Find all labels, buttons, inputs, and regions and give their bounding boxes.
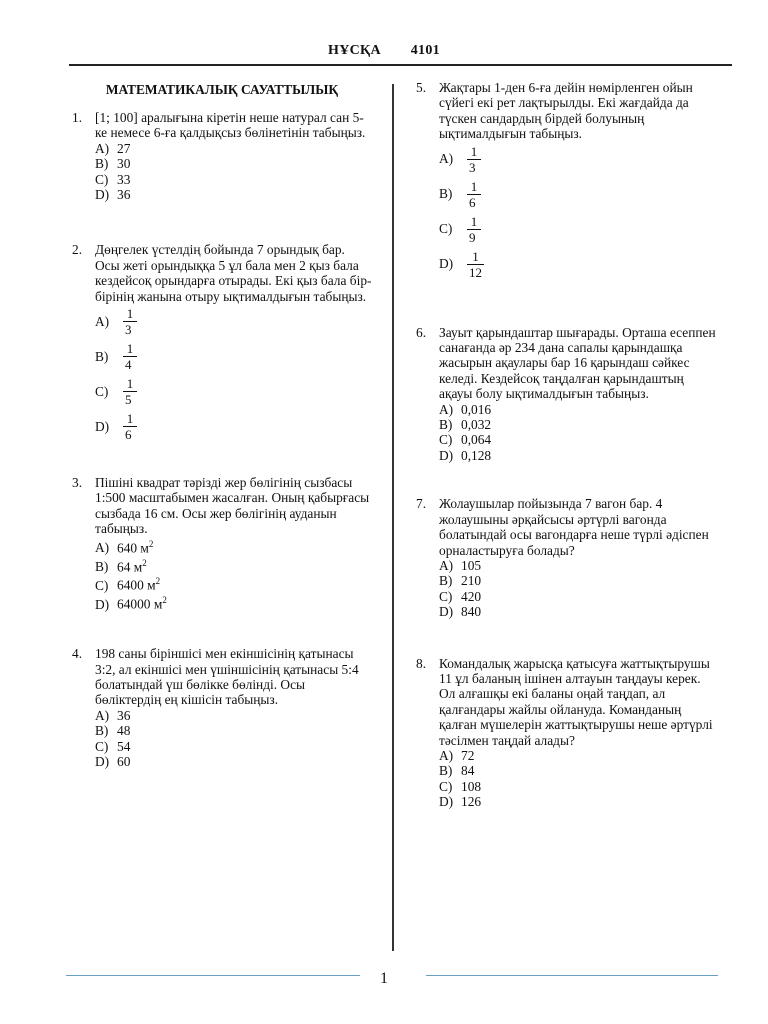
option-value: 210 — [461, 573, 482, 589]
question-text: 198 саны біріншісі мен екіншісінің қатынасы 3:2, ал екіншісі мен үшіншісінің қатынасы 5:4 болатындай үш бөлікке бөлінді. Осы бөліктердің ең кішісін табыңыз. — [95, 646, 359, 708]
page-number: 1 — [380, 970, 388, 987]
answer-option[interactable] — [439, 573, 716, 588]
option-label: D) — [95, 418, 110, 434]
left-column — [72, 80, 372, 769]
answer-option[interactable] — [439, 794, 716, 809]
option-label: A) — [439, 151, 454, 167]
variant-label: НҰСҚА — [328, 43, 381, 58]
option-label: B) — [439, 186, 453, 202]
option-label: B) — [439, 763, 453, 779]
answer-option[interactable] — [95, 556, 372, 575]
option-label: D) — [95, 596, 110, 612]
option-label: C) — [95, 171, 109, 187]
option-label: B) — [439, 573, 453, 589]
option-label: C) — [95, 383, 109, 399]
fraction-numerator: 1 — [126, 341, 134, 357]
option-label: B) — [439, 417, 453, 433]
option-label: D) — [439, 794, 454, 810]
fraction-numerator: 1 — [470, 178, 478, 194]
fraction — [467, 179, 481, 210]
question-text: Жолаушылар пойызында 7 вагон бар. 4 жолаушыны әрқайсысы әртүрлі вагонда болатындай осы вагондарға неше түрлі әдіспен орналастыруға болады? — [439, 496, 709, 558]
answer-option[interactable] — [95, 593, 372, 612]
option-label: D) — [439, 256, 454, 272]
option-label: C) — [95, 738, 109, 754]
answer-options — [95, 708, 372, 770]
option-value: 6400 м — [117, 577, 156, 593]
question-text: Зауыт қарындаштар шығарады. Орташа есеппен санағанда әр 234 дана сапалы қарындашқа жасырын ақаулары бар 16 қарындаш сәйкес келеді. Кездейсоқ таңдалған қарындаштың ақауы болу ықтималдығын табыңыз. — [439, 324, 716, 402]
fraction-numerator: 1 — [470, 143, 478, 159]
answer-option[interactable] — [95, 339, 372, 374]
option-label: B) — [95, 723, 109, 739]
option-label: A) — [439, 401, 454, 417]
answer-option[interactable] — [95, 739, 372, 754]
answer-option[interactable] — [439, 417, 716, 432]
option-value: 36 — [117, 707, 131, 723]
answer-options — [95, 304, 372, 444]
answer-options — [439, 748, 716, 810]
answer-options — [439, 142, 716, 282]
option-value: 64 м — [117, 559, 143, 575]
column-divider — [392, 84, 394, 951]
answer-option[interactable] — [95, 574, 372, 593]
fraction — [123, 411, 137, 442]
option-label: D) — [439, 447, 454, 463]
footer-rule-right — [426, 975, 718, 976]
option-value: 30 — [117, 156, 131, 172]
question-number: 6. — [416, 324, 427, 340]
option-value: 54 — [117, 738, 131, 754]
question-text: [1; 100] аралығына кіретін неше натурал сан 5-ке немесе 6-ға қалдықсыз бөлінетінін табыңыз. — [95, 110, 366, 141]
fraction — [123, 306, 137, 337]
fraction-denominator: 6 — [123, 426, 137, 442]
question-number: 7. — [416, 496, 427, 512]
answer-option[interactable] — [439, 748, 716, 763]
header-rule — [69, 64, 732, 66]
option-label: B) — [95, 348, 109, 364]
fraction-denominator: 9 — [467, 229, 481, 245]
answer-option[interactable] — [95, 374, 372, 409]
answer-option[interactable] — [439, 558, 716, 573]
question — [416, 656, 716, 810]
answer-option[interactable] — [95, 172, 372, 187]
option-label: A) — [95, 140, 110, 156]
fraction — [467, 214, 481, 245]
answer-option[interactable] — [439, 779, 716, 794]
question-number: 1. — [72, 110, 83, 125]
question — [416, 80, 716, 282]
answer-options — [95, 141, 372, 203]
fraction-denominator: 4 — [123, 356, 137, 372]
question — [72, 110, 372, 202]
option-label: D) — [439, 604, 454, 620]
unit-exponent: 2 — [148, 538, 154, 549]
option-value: 72 — [461, 747, 475, 763]
option-value: 0,032 — [461, 417, 492, 433]
option-value: 33 — [117, 171, 131, 187]
option-value: 48 — [117, 723, 131, 739]
answer-option[interactable] — [95, 187, 372, 202]
question-text: Жақтары 1-ден 6-ға дейін нөмірленген ойын сүйегі екі рет лақтырылды. Екі жағдайда да түскен сандардың бірдей болуының ықтималдығын табыңыз. — [439, 80, 693, 142]
fraction-numerator: 1 — [472, 248, 479, 264]
fraction-denominator: 5 — [123, 391, 137, 407]
variant-header — [0, 43, 768, 59]
answer-option[interactable] — [439, 604, 716, 619]
option-value: 84 — [461, 763, 475, 779]
answer-option[interactable] — [439, 247, 716, 282]
fraction — [467, 249, 484, 280]
answer-options — [95, 537, 372, 613]
question-text: Дөңгелек үстелдің бойында 7 орындық бар. Осы жеті орындыққа 5 ұл бала мен 2 қыз бала кездейсоқ орындарға отырады. Екі қыз бала бір-бірінің жанына отыру ықтималдығын табыңыз. — [95, 242, 372, 304]
option-label: A) — [439, 557, 454, 573]
fraction-numerator: 1 — [126, 411, 134, 427]
answer-option[interactable] — [95, 723, 372, 738]
answer-option[interactable] — [95, 754, 372, 769]
answer-option[interactable] — [95, 304, 372, 339]
option-label: C) — [439, 588, 453, 604]
option-label: C) — [95, 577, 109, 593]
option-value: 640 м — [117, 540, 149, 556]
option-label: A) — [439, 747, 454, 763]
question-text: Командалық жарысқа қатысуға жаттықтырушы 11 ұл баланың ішінен алтауын таңдауы керек. Ол алғашқы екі баланы оңай таңдап, ал қалғандары жайлы ойлануда. Команданың қалған мүшелерін жаттықтырушы неше әртүрлі тәсілмен таңдай алады? — [439, 655, 713, 748]
fraction — [467, 144, 481, 175]
question — [72, 475, 372, 612]
answer-option[interactable] — [439, 212, 716, 247]
right-column — [416, 80, 716, 810]
question-text: Пішіні квадрат тәрізді жер бөлігінің сызбасы 1:500 масштабымен жасалған. Оның қабырғасы сызбада 16 см. Осы жер бөлігінің ауданын табыңыз. — [95, 475, 370, 537]
unit-exponent: 2 — [162, 595, 167, 606]
option-value: 60 — [117, 754, 131, 770]
answer-option[interactable] — [95, 708, 372, 723]
option-value: 0,064 — [461, 432, 492, 448]
answer-option[interactable] — [95, 156, 372, 171]
question-number: 2. — [72, 242, 83, 258]
option-value: 108 — [461, 778, 482, 794]
answer-option[interactable] — [439, 177, 716, 212]
answer-option[interactable] — [439, 402, 716, 417]
answer-options — [439, 402, 716, 464]
answer-option[interactable] — [439, 448, 716, 463]
answer-option[interactable] — [439, 763, 716, 778]
option-label: B) — [95, 559, 109, 575]
option-label: C) — [439, 432, 453, 448]
fraction-numerator: 1 — [126, 376, 134, 392]
option-value: 36 — [117, 187, 131, 203]
option-label: D) — [95, 187, 110, 203]
variant-number: 4101 — [410, 43, 440, 58]
option-value: 126 — [461, 794, 482, 810]
fraction-numerator: 1 — [126, 306, 134, 322]
option-value: 420 — [461, 588, 482, 604]
fraction-denominator: 3 — [123, 321, 137, 337]
fraction-numerator: 1 — [470, 213, 478, 229]
question — [72, 646, 372, 769]
question-number: 4. — [72, 646, 83, 662]
fraction-denominator: 12 — [469, 264, 482, 280]
fraction-denominator: 6 — [467, 194, 481, 210]
option-label: A) — [95, 540, 110, 556]
option-label: C) — [439, 778, 453, 794]
option-label: B) — [95, 156, 109, 172]
option-value: 0,128 — [461, 447, 492, 463]
fraction — [123, 341, 137, 372]
fraction-denominator: 3 — [467, 159, 481, 175]
option-value: 840 — [461, 604, 482, 620]
option-value: 105 — [461, 557, 482, 573]
question-number: 8. — [416, 655, 427, 671]
question — [416, 496, 716, 619]
question — [416, 325, 716, 464]
option-value: 0,016 — [461, 401, 492, 417]
question — [72, 242, 372, 444]
answer-option[interactable] — [439, 589, 716, 604]
answer-option[interactable] — [95, 537, 372, 556]
option-value: 27 — [117, 140, 131, 156]
answer-options — [439, 558, 716, 620]
question-number: 5. — [416, 80, 427, 95]
answer-option[interactable] — [439, 432, 716, 447]
option-value: 64000 м — [117, 596, 163, 612]
footer-rule-left — [66, 975, 360, 976]
answer-option[interactable] — [95, 409, 372, 444]
section-title: МАТЕМАТИКАЛЫҚ САУАТТЫЛЫҚ — [105, 82, 339, 97]
unit-exponent: 2 — [155, 576, 161, 587]
question-number: 3. — [72, 475, 83, 491]
option-label: D) — [95, 754, 110, 770]
fraction — [123, 376, 137, 407]
answer-option[interactable] — [439, 142, 716, 177]
answer-option[interactable] — [95, 141, 372, 156]
option-label: C) — [439, 221, 453, 237]
option-label: A) — [95, 707, 110, 723]
option-label: A) — [95, 313, 110, 329]
unit-exponent: 2 — [142, 557, 147, 568]
